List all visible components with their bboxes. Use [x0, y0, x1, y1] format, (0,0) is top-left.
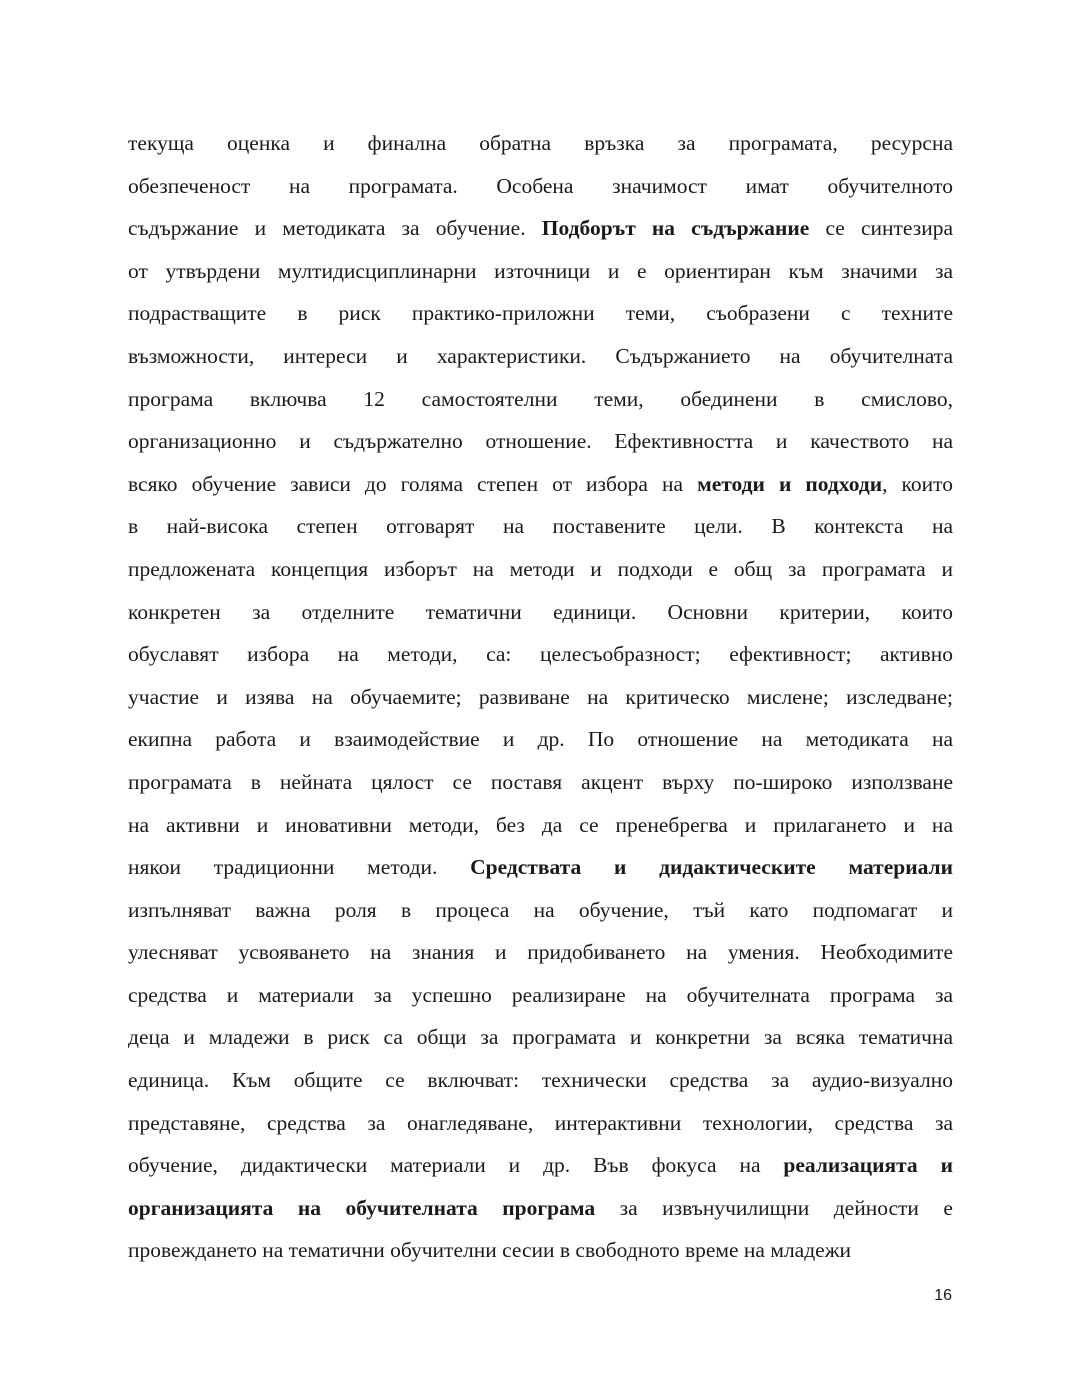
- bold-text-segment: Средствата и дидактическите материали: [470, 855, 953, 880]
- text-segment: средства и материали за успешно реализиране на обучителната програма за: [128, 982, 953, 1007]
- text-line: [128, 292, 953, 335]
- text-line: [128, 1144, 953, 1187]
- text-line: [128, 207, 953, 250]
- text-segment: съдържание и методиката за обучение.: [128, 216, 542, 241]
- text-segment: деца и младежи в риск са общи за програмата и конкретни за всяка тематична: [128, 1025, 953, 1050]
- page-number: 16: [934, 1287, 952, 1304]
- bold-text-segment: методи и подходи: [697, 471, 883, 496]
- text-segment: представяне, средства за онагледяване, интерактивни технологии, средства за: [128, 1110, 953, 1135]
- bold-text-segment: организацията на обучителната програма: [128, 1195, 596, 1220]
- text-segment: обуславят избора на методи, са: целесъобразност; ефективност; активно: [128, 642, 953, 667]
- text-segment: в най-висока степен отговарят на поставените цели. В контекста на: [128, 514, 953, 539]
- text-segment: конкретен за отделните тематични единици. Основни критерии, които: [128, 599, 953, 624]
- text-segment: текуща оценка и финална обратна връзка за програмата, ресурсна: [128, 131, 953, 155]
- text-line: [128, 420, 953, 463]
- text-segment: единица. Към общите се включват: технически средства за аудио-визуално: [128, 1068, 953, 1093]
- text-line: [128, 718, 953, 761]
- text-segment: провеждането на тематични обучителни сесии в свободното време на младежи: [128, 1238, 852, 1263]
- text-segment: подрастващите в риск практико-приложни теми, съобразени с техните: [128, 301, 953, 326]
- text-segment: изпълняват важна роля в процеса на обучение, тъй като подпомагат и: [128, 897, 953, 922]
- text-line: [128, 122, 953, 165]
- text-line: [128, 931, 953, 974]
- text-segment: програмата в нейната цялост се поставя акцент върху по-широко използване: [128, 769, 953, 794]
- text-line: [128, 505, 953, 548]
- bold-text-segment: реализацията и: [783, 1153, 953, 1178]
- text-segment: за извънучилищни дейности е: [595, 1195, 953, 1220]
- text-segment: улесняват усвояването на знания и придобиването на умения. Необходимите: [128, 940, 953, 965]
- text-line: [128, 1016, 953, 1059]
- text-line: [128, 335, 953, 378]
- text-segment: обучение, дидактически материали и др. Във фокуса на: [128, 1153, 784, 1178]
- text-line: [128, 378, 953, 421]
- text-line: [128, 804, 953, 847]
- text-segment: от утвърдени мултидисциплинарни източници и е ориентиран към значими за: [128, 258, 953, 283]
- text-line: [128, 250, 953, 293]
- text-line: [128, 1229, 953, 1272]
- text-segment: на активни и иновативни методи, без да се пренебрегва и прилагането и на: [128, 812, 953, 837]
- text-segment: обезпеченост на програмата. Особена значимост имат обучителното: [128, 173, 953, 198]
- text-line: [128, 846, 953, 889]
- text-line: [128, 761, 953, 804]
- text-segment: , които: [882, 471, 953, 496]
- text-segment: някои традиционни методи.: [128, 855, 471, 880]
- text-segment: се синтезира: [809, 216, 953, 241]
- text-line: [128, 1059, 953, 1102]
- text-segment: възможности, интереси и характеристики. Съдържанието на обучителната: [128, 343, 953, 368]
- body-paragraph: [128, 122, 953, 1272]
- text-segment: всяко обучение зависи до голяма степен от избора на: [128, 471, 698, 496]
- bold-text-segment: Подборът на съдържание: [541, 216, 810, 241]
- text-line: [128, 633, 953, 676]
- text-line: [128, 165, 953, 208]
- text-segment: организационно и съдържателно отношение. Ефективността и качеството на: [128, 429, 953, 454]
- text-line: [128, 1102, 953, 1145]
- text-line: [128, 591, 953, 634]
- text-segment: екипна работа и взаимодействие и др. По отношение на методиката на: [128, 727, 953, 752]
- text-line: [128, 889, 953, 932]
- text-line: [128, 974, 953, 1017]
- text-line: [128, 676, 953, 719]
- text-segment: програма включва 12 самостоятелни теми, обединени в смислово,: [128, 386, 953, 411]
- text-line: [128, 1187, 953, 1230]
- text-segment: участие и изява на обучаемите; развиване на критическо мислене; изследване;: [128, 684, 953, 709]
- text-segment: предложената концепция изборът на методи и подходи е общ за програмата и: [128, 556, 953, 581]
- text-line: [128, 548, 953, 591]
- text-line: [128, 463, 953, 506]
